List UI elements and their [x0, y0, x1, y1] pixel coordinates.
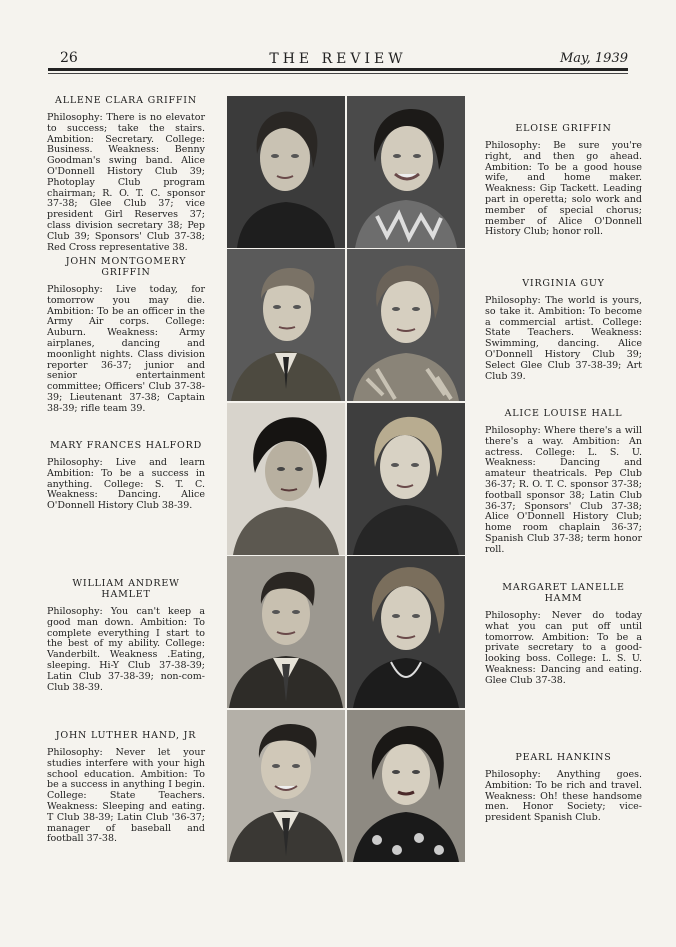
portrait-photo: [227, 96, 345, 248]
student-bio: Philosophy: Live and learn Ambition: To be a success in anything. College: S. T. C. Weakness: Dancing. Alice O'Donnell History Club 38-39.: [47, 457, 205, 512]
student-name: ALLENE CLARA GRIFFIN: [55, 95, 197, 106]
header-rule-thin: [48, 73, 628, 74]
student-name: MARY FRANCES HALFORD: [50, 440, 202, 451]
portrait-photo: [347, 403, 465, 555]
senior-entry-left-4: [47, 578, 205, 693]
student-bio: Philosophy: Live today, for tomorrow you may die. Ambition: To be an officer in the Army Air corps. College: Auburn. Weakness: Army airplanes, dancing and moonlight nights. Class division reporter 36-37; junior and senior entertainment committee; Officers' Club 37-38-39; Lieutenant 37-38; Captain 38-39; rifle team 39.: [47, 284, 205, 414]
senior-entry-right-2: [485, 278, 642, 382]
student-name: MARGARET LANELLE HAMM: [502, 582, 625, 604]
student-bio: Philosophy: Never do today what you can put off until tomorrow. Ambition: To be a private secretary to a good-looking boss. College: L. S. U. Weakness: Dancing and eating. Glee Club 37-38.: [485, 610, 642, 686]
page-header: [48, 50, 628, 70]
student-name: WILLIAM ANDREW HAMLET: [72, 578, 180, 600]
student-bio: Philosophy: Anything goes. Ambition: To be rich and travel. Weakness: Oh! these handsome men. Honor Society; vice-president Spanish Club.: [485, 769, 642, 824]
student-name: PEARL HANKINS: [515, 752, 612, 763]
portrait-photo: [227, 249, 345, 401]
senior-entry-right-4: [485, 582, 642, 687]
student-name: VIRGINIA GUY: [522, 278, 605, 289]
portrait-photo: [227, 556, 345, 708]
senior-entry-left-5: [47, 730, 205, 845]
student-name: JOHN LUTHER HAND, JR: [55, 730, 197, 741]
portrait-photo: [347, 710, 465, 862]
portrait-photo: [347, 249, 465, 401]
student-name: ALICE LOUISE HALL: [504, 408, 623, 419]
student-bio: Philosophy: Be sure you're right, and then go ahead. Ambition: To be a good house wife, and home maker. Weakness: Gip Tackett. Leading part in operetta; solo work and member of special chorus; member of Alice O'Donnell History Club; honor roll.: [485, 140, 642, 238]
senior-entry-left-3: [47, 440, 205, 512]
student-name: JOHN MONTGOMERY GRIFFIN: [65, 256, 187, 278]
senior-entry-left-1: [47, 95, 205, 253]
student-bio: Philosophy: There is no elevator to success; take the stairs. Ambition: Secretary. College: Business. Weakness: Benny Goodman's swing band. Alice O'Donnell History Club 39; Photoplay Club program chairman; R. O. T. C. sponsor 37-38; Glee Club 37; vice president Girl Reserves 37; class division secretary 38; Pep Club 39; Sponsors' Club 37-38; Red Cross representative 38.: [47, 112, 205, 253]
page-number: 26: [60, 50, 78, 66]
issue-date: May, 1939: [559, 51, 628, 66]
student-bio: Philosophy: Never let your studies interfere with your high school education. Ambition: To be a success in anything I begin. College: State Teachers. Weakness: Sleeping and eating. T Club 38-39; Latin Club '36-37; manager of baseball and football 37-38.: [47, 747, 205, 845]
senior-entry-left-2: [47, 256, 205, 415]
portrait-photo: [227, 710, 345, 862]
portrait-photo: [347, 96, 465, 248]
portrait-photo: [227, 403, 345, 555]
senior-entry-right-3: [485, 408, 642, 556]
senior-entry-right-1: [485, 123, 642, 238]
portrait-photo: [347, 556, 465, 708]
publication-title: THE REVIEW: [269, 51, 407, 67]
header-rule: [48, 68, 628, 71]
student-bio: Philosophy: You can't keep a good man down. Ambition: To complete everything I start to the best of my ability. College: Vanderbilt. Weakness .Eating, sleeping. Hi-Y Club 37-38-39; Latin Club 37-38-39; non-com-Club 38-39.: [47, 606, 205, 693]
student-bio: Philosophy: Where there's a will there's a way. Ambition: An actress. College: L. S. U. Weakness: Dancing and amateur theatricals. Pep Club 36-37; R. O. T. C. sponsor 37-38; football sponsor 38; Latin Club 36-37; Sponsors' Club 37-38; Alice O'Donnell History Club; home room chaplain 36-37; Spanish Club 37-38; term honor roll.: [485, 425, 642, 555]
senior-entry-right-5: [485, 752, 642, 824]
student-name: ELOISE GRIFFIN: [515, 123, 612, 134]
student-bio: Philosophy: The world is yours, so take it. Ambition: To become a commercial artist. College: State Teachers. Weakness: Swimming, dancing. Alice O'Donnell History Club 39; Select Glee Club 37-38-39; Art Club 39.: [485, 295, 642, 382]
